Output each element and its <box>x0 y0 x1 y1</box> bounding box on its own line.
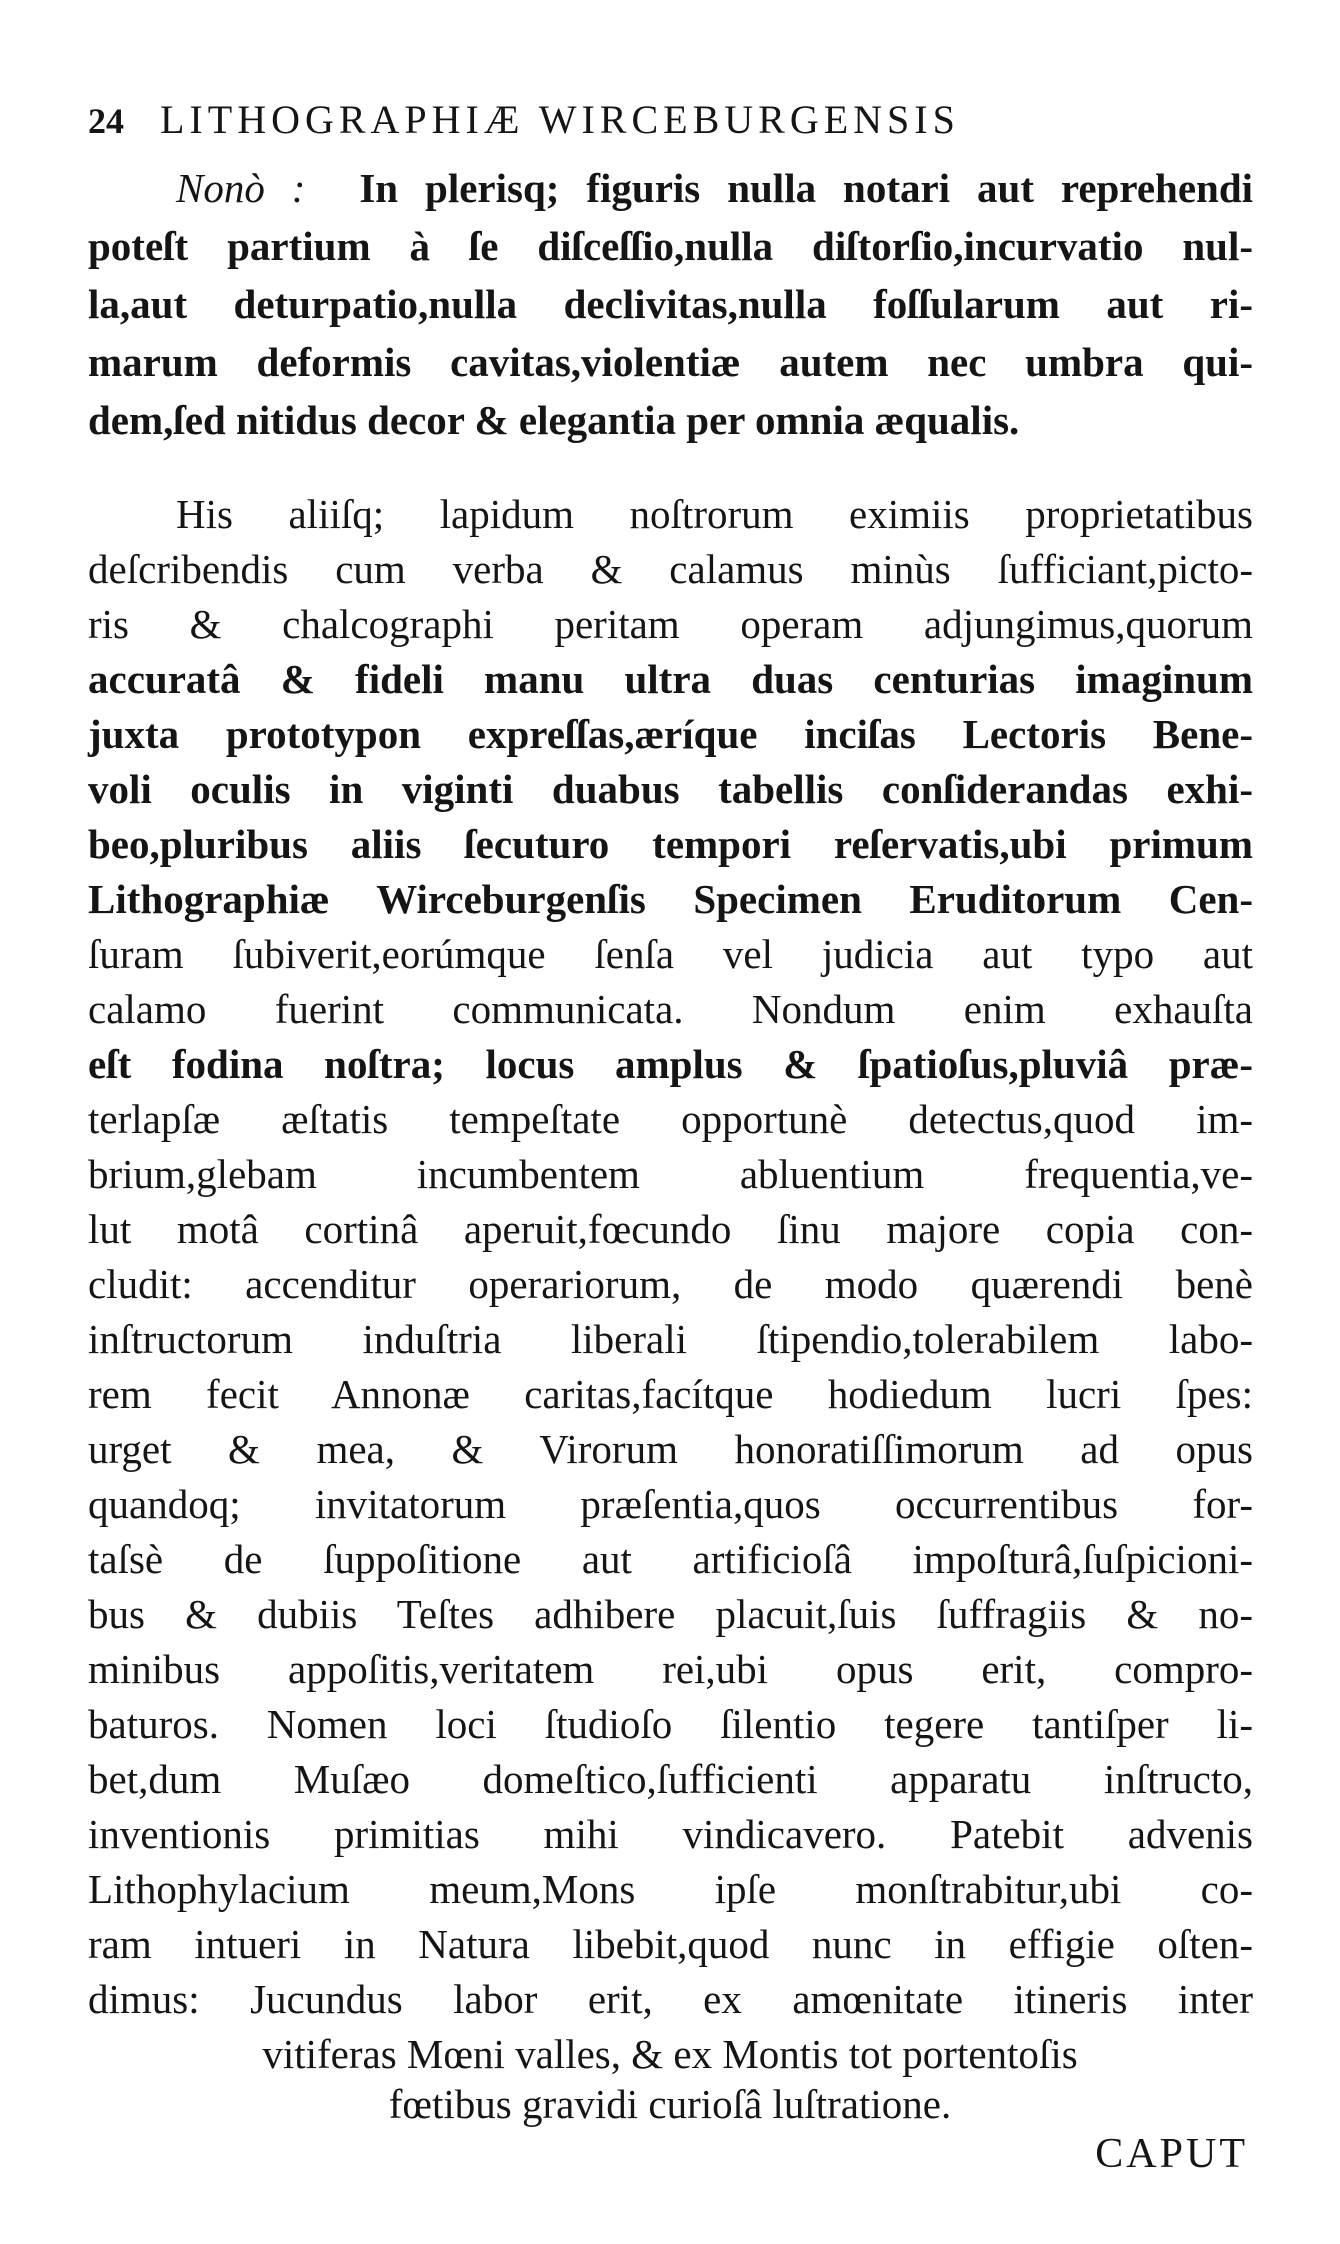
text-line: Lithophylacium meum,Mons ipſe monſtrabitur,ubi co- <box>88 1866 1253 1912</box>
text-line: rem fecit Annonæ caritas,facítque hodiedum lucri ſpes: <box>88 1371 1253 1417</box>
line-text: In plerisq; figuris nulla notari aut reprehendi <box>359 165 1254 211</box>
text-line: beo,pluribus aliis ſecuturo tempori reſervatis,ubi primum <box>88 821 1253 867</box>
text-line: voli oculis in viginti duabus tabellis conſiderandas exhi- <box>88 766 1253 812</box>
text-line: inventionis primitias mihi vindicavero. Patebit advenis <box>88 1811 1253 1857</box>
text-line: accuratâ & fideli manu ultra duas centurias imaginum <box>88 656 1253 702</box>
text-line: bet,dum Muſæo domeſtico,ſufficienti apparatu inſtructo, <box>88 1756 1253 1802</box>
text-line: bus & dubiis Teſtes adhibere placuit,ſuis ſuffragiis & no- <box>88 1591 1253 1637</box>
text-line: ſuram ſubiverit,eorúmque ſenſa vel judicia aut typo aut <box>88 931 1253 977</box>
text-line <box>176 160 1253 216</box>
text-line: cludit: accenditur operariorum, de modo quærendi benè <box>88 1261 1253 1307</box>
text-line: juxta prototypon expreſſas,æríque inciſas Lectoris Bene- <box>88 711 1253 757</box>
text-line: baturos. Nomen loci ſtudioſo ſilentio tegere tantiſper li- <box>88 1701 1253 1747</box>
text-line: His aliiſq; lapidum noſtrorum eximiis proprietatibus <box>176 491 1253 537</box>
text-line: minibus appoſitis,veritatem rei,ubi opus erit, compro- <box>88 1646 1253 1692</box>
text-line: urget & mea, & Virorum honoratiſſimorum ad opus <box>88 1426 1253 1472</box>
text-line: calamo fuerint communicata. Nondum enim exhauſta <box>88 986 1253 1032</box>
text-line: vitiferas Mœni valles, & ex Montis tot portentoſis <box>262 2031 1078 2077</box>
text-line: brium,glebam incumbentem abluentium frequentia,ve- <box>88 1151 1253 1197</box>
text-line: ris & chalcographi peritam operam adjungimus,quorum <box>88 601 1253 647</box>
text-line: eſt fodina noſtra; locus amplus & ſpatioſus,pluviâ præ- <box>88 1041 1253 1087</box>
text-line: terlapſæ æſtatis tempeſtate opportunè detectus,quod im- <box>88 1096 1253 1142</box>
text-line: marum deformis cavitas,violentiæ autem nec umbra qui- <box>88 339 1253 385</box>
text-line: la,aut deturpatio,nulla declivitas,nulla foſſularum aut ri- <box>88 281 1253 327</box>
text-line: Lithographiæ Wirceburgenſis Specimen Eruditorum Cen- <box>88 876 1253 922</box>
text-line: lut motâ cortinâ aperuit,fœcundo ſinu majore copia con- <box>88 1206 1253 1252</box>
running-header <box>88 96 1208 156</box>
catchword: CAPUT <box>1095 2131 1248 2177</box>
text-line: poteſt partium à ſe diſceſſio,nulla diſtorſio,incurvatio nul- <box>88 223 1253 269</box>
text-line: quandoq; invitatorum præſentia,quos occurrentibus for- <box>88 1481 1253 1527</box>
text-line: dimus: Jucundus labor erit, ex amœnitate itineris inter <box>88 1976 1253 2022</box>
page-number: 24 <box>88 101 124 141</box>
text-line: ram intueri in Natura libebit,quod nunc in effigie oſten- <box>88 1921 1253 1967</box>
running-title: LITHOGRAPHIÆ WIRCEBURGENSIS <box>160 97 960 142</box>
text-line: taſsè de ſuppoſitione aut artificioſâ impoſturâ,ſuſpicioni- <box>88 1536 1253 1582</box>
text-line: fœtibus gravidi curioſâ luſtratione. <box>388 2081 952 2127</box>
lead-word: Nonò : <box>176 165 306 211</box>
text-line: dem,ſed nitidus decor & elegantia per omnia æqualis. <box>88 397 1020 443</box>
text-line: deſcribendis cum verba & calamus minùs ſufficiant,picto- <box>88 546 1253 592</box>
text-line: inſtructorum induſtria liberali ſtipendio,tolerabilem labo- <box>88 1316 1253 1362</box>
